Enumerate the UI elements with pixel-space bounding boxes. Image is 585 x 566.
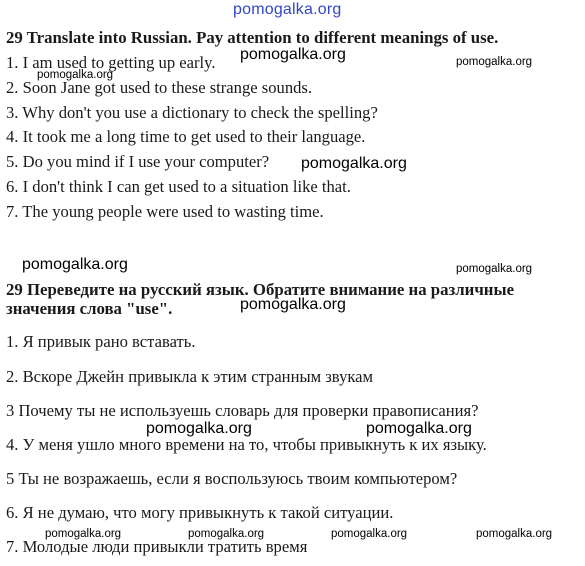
russian-heading-line1: 29 Переведите на русский язык. Обратите внимание на различные — [6, 280, 515, 299]
watermark: pomogalka.org — [476, 528, 553, 540]
english-item-1: 1. I am used to getting up early. — [6, 53, 216, 72]
russian-item-6: 6. Я не думаю, что могу привыкнуть к такой ситуации. — [6, 503, 394, 522]
watermark-top: pomogalka.org — [233, 1, 342, 18]
english-heading: 29 Translate into Russian. Pay attention to different meanings of use. — [6, 28, 499, 47]
watermark: pomogalka.org — [146, 420, 252, 437]
watermark: pomogalka.org — [240, 46, 346, 63]
russian-item-2: 2. Вскоре Джейн привыкла к этим странным звукам — [6, 367, 374, 386]
english-item-7: 7. The young people were used to wasting time. — [6, 202, 324, 221]
watermark: pomogalka.org — [22, 256, 128, 273]
russian-item-5: 5 Ты не возражаешь, если я воспользуюсь твоим компьютером? — [6, 469, 458, 488]
watermark: pomogalka.org — [188, 528, 265, 540]
english-item-3: 3. Why don't you use a dictionary to check the spelling? — [6, 103, 378, 122]
english-item-4: 4. It took me a long time to get used to their language. — [6, 127, 366, 146]
english-item-2: 2. Soon Jane got used to these strange sounds. — [6, 78, 313, 97]
watermark: pomogalka.org — [240, 296, 346, 313]
watermark: pomogalka.org — [301, 155, 407, 172]
watermark: pomogalka.org — [37, 69, 114, 81]
russian-heading-line2: значения слова "use". — [6, 299, 173, 318]
russian-item-4: 4. У меня ушло много времени на то, чтобы привыкнуть к их языку. — [6, 435, 487, 454]
russian-item-7: 7. Молодые люди привыкли тратить время — [6, 537, 308, 556]
russian-item-3: 3 Почему ты не используешь словарь для проверки правописания? — [6, 401, 479, 420]
english-item-5: 5. Do you mind if I use your computer? — [6, 152, 270, 171]
watermark: pomogalka.org — [366, 420, 472, 437]
english-item-6: 6. I don't think I can get used to a situation like that. — [6, 177, 351, 196]
watermark: pomogalka.org — [45, 528, 122, 540]
watermark: pomogalka.org — [456, 263, 533, 275]
russian-item-1: 1. Я привык рано вставать. — [6, 332, 196, 351]
watermark: pomogalka.org — [331, 528, 408, 540]
watermark: pomogalka.org — [456, 56, 533, 68]
